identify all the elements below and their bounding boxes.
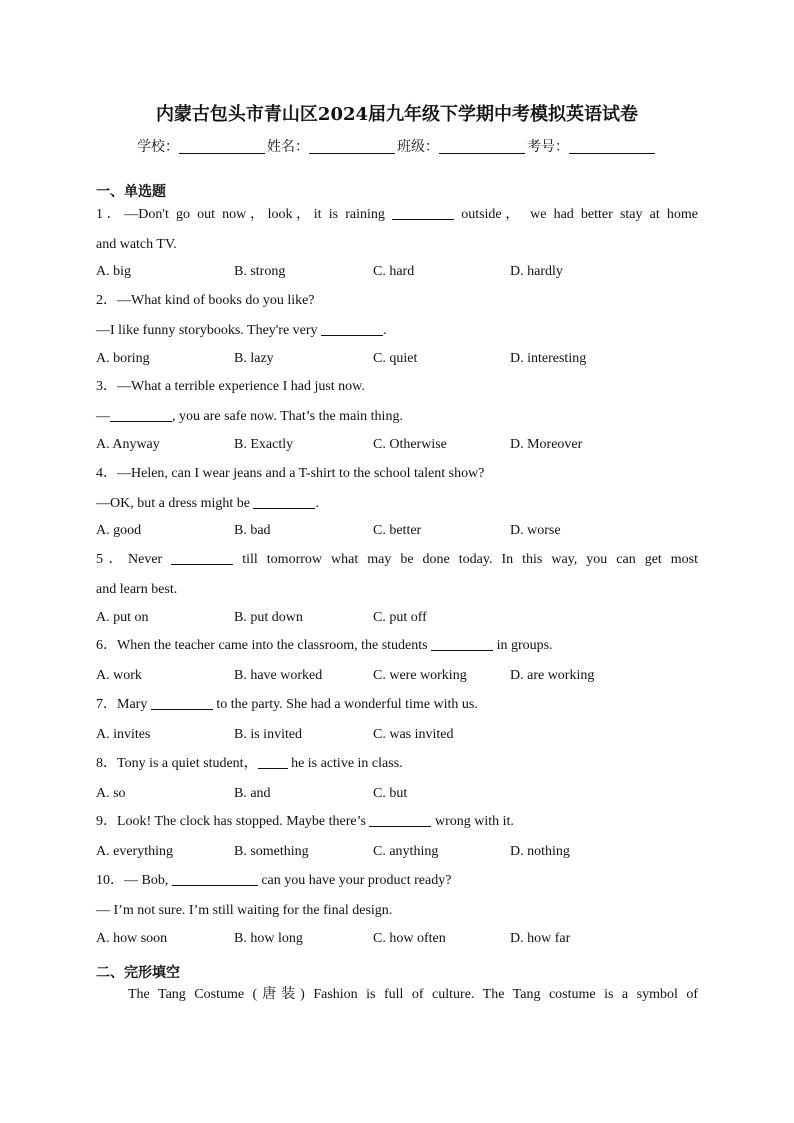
answer-blank: [258, 755, 288, 769]
option-b: B. have worked: [234, 668, 323, 683]
question-5-line-2: and learn best.: [96, 582, 178, 597]
question-9-text: 9．Look! The clock has stopped. Maybe there’s: [96, 814, 366, 829]
question-4-line-2: [96, 495, 698, 513]
question-1-line-1: [96, 206, 698, 224]
question-9-text-cont: wrong with it.: [434, 814, 514, 829]
question-2-text: —I like funny storybooks. They're very: [96, 323, 318, 338]
info-name-blank: [309, 139, 395, 154]
question-2-line-1: 2．—What kind of books do you like?: [96, 293, 315, 308]
question-5-line-1: [96, 551, 698, 569]
question-10-options: [96, 930, 698, 948]
option-c: C. how often: [373, 931, 446, 946]
question-4-line-1: 4．—Helen, can I wear jeans and a T-shirt to the school talent show?: [96, 466, 485, 481]
page-title: 内蒙古包头市青山区2024届九年级下学期中考模拟英语试卷: [155, 104, 639, 125]
info-id-label: 考号：: [527, 139, 569, 155]
question-9-options: [96, 843, 698, 861]
option-a: A. good: [96, 523, 142, 538]
question-7-line-1: [96, 696, 698, 714]
section-heading-cloze: 二、完形填空: [96, 965, 180, 981]
question-7-options: [96, 726, 698, 744]
question-8-options: [96, 785, 698, 803]
question-3-text: —: [96, 409, 110, 424]
option-b: B. Exactly: [234, 437, 294, 452]
question-2-options: [96, 350, 698, 368]
question-3-options: [96, 436, 698, 454]
option-a: A. Anyway: [96, 437, 160, 452]
option-b: B. strong: [234, 264, 286, 279]
question-1-line-2: and watch TV.: [96, 237, 177, 252]
info-id-blank: [569, 139, 655, 154]
section-heading-single-choice: 一、单选题: [96, 184, 166, 200]
question-5-options: [96, 609, 698, 627]
question-2-line-2: [96, 322, 698, 340]
option-c: C. anything: [373, 844, 439, 859]
info-school-label: 学校：: [137, 139, 179, 155]
option-a: A. so: [96, 786, 126, 801]
question-10-line-2: — I’m not sure. I’m still waiting for the final design.: [96, 903, 393, 918]
question-10-text-cont: can you have your product ready?: [261, 873, 452, 888]
option-b: B. something: [234, 844, 309, 859]
option-d: D. how far: [510, 931, 571, 946]
question-1-text-cont: outside， we had better stay at home: [461, 207, 699, 222]
question-9-line-1: [96, 813, 698, 831]
option-d: D. hardly: [510, 264, 563, 279]
question-5-text-cont: till tomorrow what may be done today. In this way, you can get most: [242, 552, 699, 567]
question-7-text: 7．Mary: [96, 697, 148, 712]
option-b: B. put down: [234, 610, 303, 625]
question-10-line-1: [96, 872, 698, 890]
option-c: C. quiet: [373, 351, 418, 366]
question-10-text: 10．— Bob,: [96, 873, 169, 888]
option-d: D. are working: [510, 668, 595, 683]
option-a: A. everything: [96, 844, 173, 859]
option-a: A. big: [96, 264, 131, 279]
option-d: D. worse: [510, 523, 561, 538]
question-4-options: [96, 522, 698, 540]
question-4-text: —OK, but a dress might be: [96, 496, 250, 511]
question-1-options: [96, 263, 698, 281]
option-b: B. bad: [234, 523, 271, 538]
option-a: A. invites: [96, 727, 151, 742]
question-3-line-1: 3．—What a terrible experience I had just now.: [96, 379, 365, 394]
question-8-text: 8．Tony is a quiet student，: [96, 756, 258, 771]
option-d: D. nothing: [510, 844, 570, 859]
option-a: A. put on: [96, 610, 149, 625]
answer-blank: [431, 637, 493, 651]
option-b: B. is invited: [234, 727, 303, 742]
answer-blank: [392, 206, 454, 220]
answer-blank: [171, 551, 233, 565]
question-6-line-1: [96, 637, 698, 655]
question-6-text: 6．When the teacher came into the classroom, the students: [96, 638, 428, 653]
answer-blank: [253, 495, 315, 509]
question-8-line-1: [96, 755, 698, 773]
question-1-text: 1．—Don't go out now，look，it is raining: [96, 207, 385, 222]
question-3-line-2: [96, 408, 698, 426]
question-4-text-cont: .: [315, 496, 319, 511]
answer-blank: [110, 408, 172, 422]
option-d: D. Moreover: [510, 437, 583, 452]
question-7-text-cont: to the party. She had a wonderful time with us.: [216, 697, 478, 712]
info-class-blank: [439, 139, 525, 154]
question-3-text-cont: , you are safe now. That’s the main thing.: [172, 409, 403, 424]
option-a: A. boring: [96, 351, 150, 366]
question-8-text-cont: he is active in class.: [291, 756, 403, 771]
option-c: C. were working: [373, 668, 467, 683]
question-5-text: 5．Never: [96, 552, 163, 567]
student-info-row: [0, 136, 794, 156]
answer-blank: [151, 696, 213, 710]
option-c: C. better: [373, 523, 422, 538]
option-b: B. and: [234, 786, 271, 801]
info-name-label: 姓名：: [267, 139, 309, 155]
option-c: C. was invited: [373, 727, 454, 742]
option-b: B. how long: [234, 931, 303, 946]
option-a: A. work: [96, 668, 142, 683]
question-2-text-cont: .: [383, 323, 387, 338]
option-c: C. put off: [373, 610, 427, 625]
question-6-text-cont: in groups.: [496, 638, 553, 653]
info-school-blank: [179, 139, 265, 154]
answer-blank: [172, 872, 258, 886]
option-c: C. hard: [373, 264, 415, 279]
option-a: A. how soon: [96, 931, 168, 946]
option-b: B. lazy: [234, 351, 274, 366]
passage-line-1: The Tang Costume (唐装) Fashion is full of culture. The Tang costume is a symbol of: [128, 987, 698, 1002]
option-d: D. interesting: [510, 351, 587, 366]
answer-blank: [369, 813, 431, 827]
option-c: C. but: [373, 786, 408, 801]
option-c: C. Otherwise: [373, 437, 447, 452]
info-class-label: 班级：: [397, 139, 439, 155]
question-6-options: [96, 667, 698, 685]
answer-blank: [321, 322, 383, 336]
